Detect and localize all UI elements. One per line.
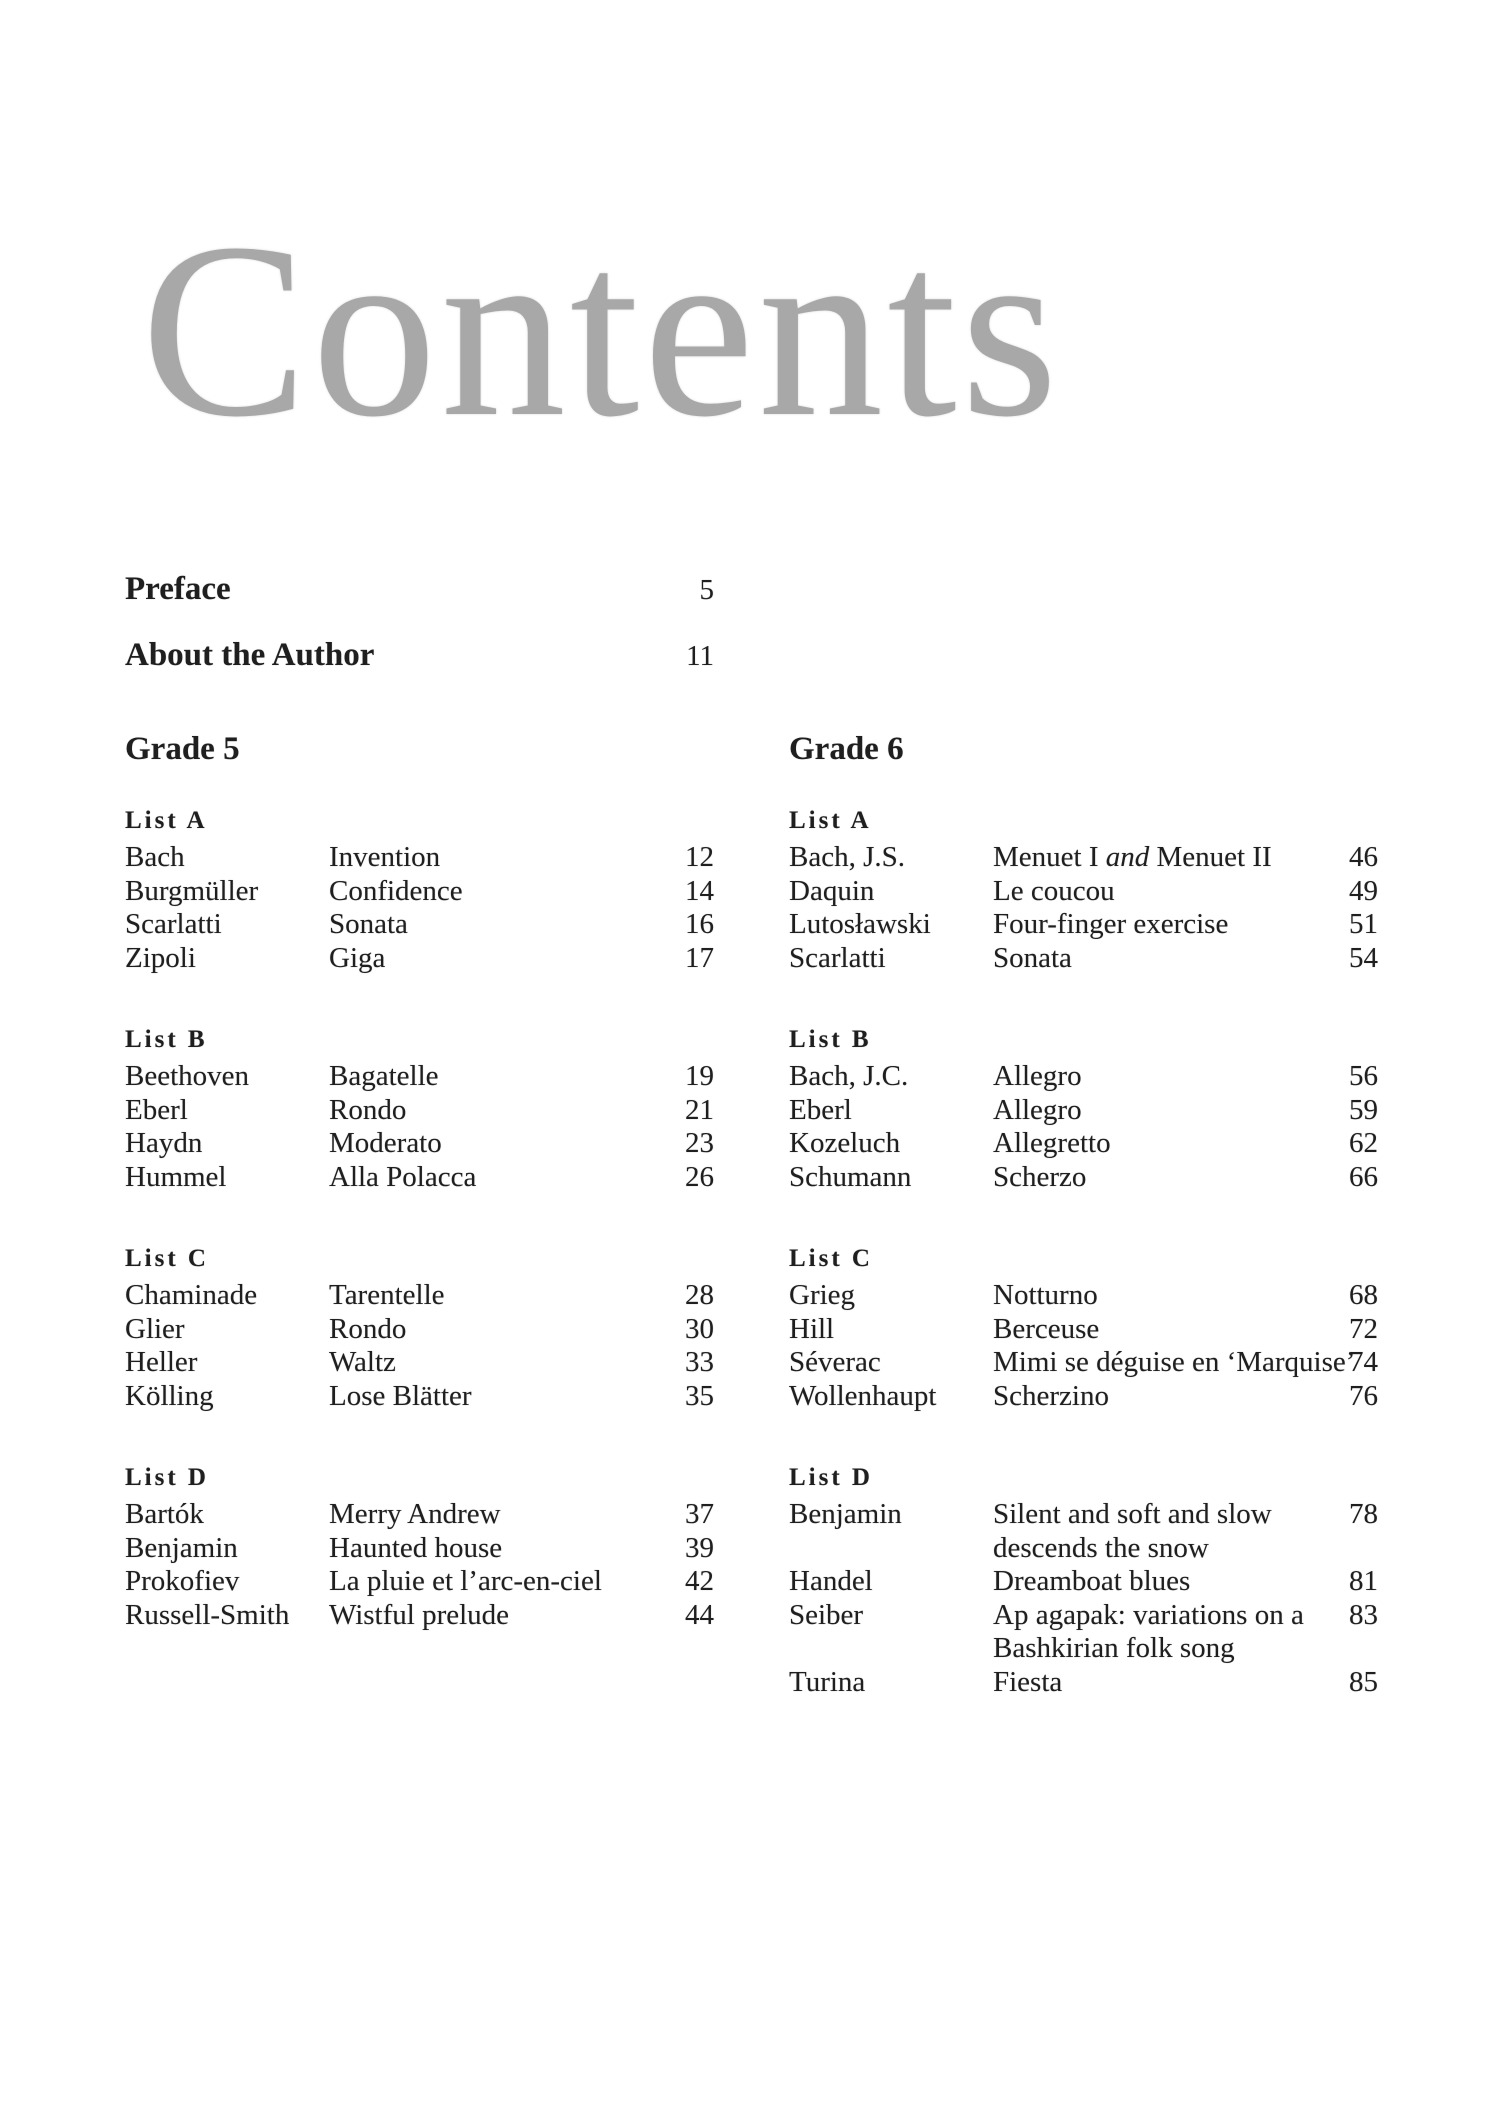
composer-name: Kölling	[125, 1379, 214, 1412]
piece-title: Haunted house	[329, 1531, 503, 1564]
piece-title: Scherzino	[993, 1379, 1109, 1412]
piece-title: Sonata	[329, 908, 408, 940]
piece-title: Allegro	[993, 1060, 1082, 1092]
piece-title: Giga	[329, 941, 386, 974]
piece-title: Rondo	[329, 1093, 407, 1126]
composer-name: Scarlatti	[789, 941, 886, 974]
page-number: 12	[685, 841, 714, 873]
repertoire-row	[789, 1279, 1378, 1313]
page-number: 35	[685, 1379, 714, 1412]
repertoire-row	[789, 841, 1378, 875]
repertoire-row	[789, 1380, 1378, 1414]
page-number: 23	[685, 1127, 714, 1159]
piece-title: Allegro	[993, 1093, 1082, 1126]
composer-name: Glier	[125, 1312, 185, 1345]
list-label: List C	[789, 1245, 873, 1272]
repertoire-row	[125, 875, 714, 909]
repertoire-row	[125, 1532, 714, 1566]
piece-title	[993, 1498, 1334, 1565]
page-number: 51	[1349, 908, 1378, 940]
composer-name: Kozeluch	[789, 1127, 901, 1159]
piece-title-italic-segment: and	[1105, 841, 1150, 873]
composer-name: Grieg	[789, 1279, 856, 1311]
page-number: 66	[1349, 1160, 1378, 1193]
page-number: 83	[1349, 1598, 1378, 1631]
repertoire-row	[125, 1346, 714, 1380]
composer-name: Bach	[125, 841, 185, 873]
page-number: 74	[1349, 1346, 1378, 1378]
repertoire-row	[789, 908, 1378, 942]
grade-columns	[125, 732, 1380, 1699]
toc-entry-page-number: 5	[699, 574, 714, 606]
page-number: 33	[685, 1346, 714, 1378]
piece-title: Scherzo	[993, 1160, 1087, 1193]
repertoire-row	[125, 1599, 714, 1633]
piece-title-segment: descends the snow	[993, 1531, 1209, 1564]
page-number: 49	[1349, 874, 1378, 907]
piece-title-segment: Silent and soft and slow	[993, 1498, 1272, 1530]
repertoire-list-section	[789, 1025, 1378, 1194]
page-number: 44	[685, 1598, 714, 1631]
repertoire-list-section	[125, 1025, 714, 1194]
composer-name: Handel	[789, 1565, 873, 1597]
page-number: 21	[685, 1093, 714, 1126]
composer-name: Prokofiev	[125, 1565, 240, 1597]
piece-title: Wistful prelude	[329, 1598, 510, 1631]
composer-name: Lutosławski	[789, 908, 931, 940]
toc-entry-page-number: 11	[686, 640, 714, 672]
repertoire-row	[789, 1666, 1378, 1700]
piece-title: Rondo	[329, 1312, 407, 1345]
repertoire-row	[789, 1565, 1378, 1599]
composer-name: Heller	[125, 1346, 198, 1378]
repertoire-row	[789, 1346, 1378, 1380]
composer-name: Chaminade	[125, 1279, 258, 1311]
list-label: List B	[125, 1026, 208, 1053]
grade-heading: Grade 6	[789, 731, 904, 767]
repertoire-list-section	[125, 1463, 714, 1632]
composer-name: Séverac	[789, 1346, 881, 1378]
repertoire-row	[125, 942, 714, 976]
piece-title: Alla Polacca	[329, 1160, 477, 1193]
piece-title: Invention	[329, 841, 441, 873]
toc-entry-label: About the Author	[125, 637, 375, 673]
repertoire-row	[125, 1498, 714, 1532]
piece-title: Berceuse	[993, 1312, 1100, 1345]
toc-entry	[125, 638, 714, 673]
repertoire-row	[789, 1599, 1378, 1666]
piece-title: Fiesta	[993, 1665, 1063, 1698]
page-number: 42	[685, 1565, 714, 1597]
piece-title: Confidence	[329, 874, 463, 907]
repertoire-row	[125, 1313, 714, 1347]
page-number: 54	[1349, 941, 1378, 974]
composer-name: Scarlatti	[125, 908, 222, 940]
page-number: 19	[685, 1060, 714, 1092]
page-number: 85	[1349, 1665, 1378, 1698]
repertoire-list-section	[125, 1244, 714, 1413]
piece-title: Mimi se déguise en ‘Marquise’	[993, 1346, 1356, 1378]
composer-name: Benjamin	[789, 1498, 902, 1530]
composer-name: Turina	[789, 1665, 866, 1698]
repertoire-row	[125, 908, 714, 942]
composer-name: Russell-Smith	[125, 1598, 290, 1631]
composer-name: Beethoven	[125, 1060, 250, 1092]
list-label: List B	[789, 1026, 872, 1053]
page-number: 76	[1349, 1379, 1378, 1412]
piece-title: Bagatelle	[329, 1060, 439, 1092]
toc-entry-label: Preface	[125, 571, 231, 607]
piece-title: Le coucou	[993, 874, 1115, 907]
repertoire-row	[125, 1127, 714, 1161]
repertoire-row	[789, 875, 1378, 909]
composer-name: Eberl	[125, 1093, 188, 1126]
page-number: 56	[1349, 1060, 1378, 1092]
page-number: 14	[685, 874, 714, 907]
list-label: List D	[125, 1464, 209, 1491]
composer-name: Haydn	[125, 1127, 203, 1159]
page-number: 46	[1349, 841, 1378, 873]
composer-name: Wollenhaupt	[789, 1379, 937, 1412]
composer-name: Bach, J.S.	[789, 841, 905, 873]
page-number: 78	[1349, 1498, 1378, 1530]
piece-title	[993, 1599, 1334, 1666]
page-number: 26	[685, 1160, 714, 1193]
piece-title: La pluie et l’arc-en-ciel	[329, 1565, 602, 1597]
repertoire-list-section	[789, 806, 1378, 975]
page-number: 28	[685, 1279, 714, 1311]
repertoire-row	[789, 1127, 1378, 1161]
repertoire-row	[789, 1498, 1378, 1565]
repertoire-row	[125, 841, 714, 875]
page-number: 16	[685, 908, 714, 940]
page-number: 59	[1349, 1093, 1378, 1126]
page-number: 30	[685, 1312, 714, 1345]
repertoire-row	[125, 1094, 714, 1128]
piece-title: Dreamboat blues	[993, 1565, 1191, 1597]
piece-title	[993, 841, 1334, 875]
list-label: List C	[125, 1245, 209, 1272]
composer-name: Hill	[789, 1312, 835, 1345]
composer-name: Bartók	[125, 1498, 204, 1530]
piece-title: Moderato	[329, 1127, 442, 1159]
piece-title: Lose Blätter	[329, 1379, 472, 1412]
repertoire-row	[125, 1060, 714, 1094]
grade-column	[125, 732, 714, 1699]
repertoire-list-section	[789, 1463, 1378, 1699]
composer-name: Daquin	[789, 874, 875, 907]
grade-column	[789, 732, 1378, 1699]
composer-name: Benjamin	[125, 1531, 238, 1564]
front-matter-list	[125, 572, 714, 673]
piece-title: Four-finger exercise	[993, 908, 1229, 940]
page-number: 17	[685, 941, 714, 974]
repertoire-row	[789, 1313, 1378, 1347]
piece-title-segment: Menuet II	[1149, 841, 1272, 873]
repertoire-row	[789, 1060, 1378, 1094]
repertoire-row	[125, 1161, 714, 1195]
composer-name: Hummel	[125, 1160, 227, 1193]
page-number: 81	[1349, 1565, 1378, 1597]
list-label: List A	[125, 807, 208, 834]
page-title: Contents	[141, 192, 1062, 469]
list-label: List D	[789, 1464, 873, 1491]
piece-title: Merry Andrew	[329, 1498, 501, 1530]
repertoire-list-section	[789, 1244, 1378, 1413]
page-number: 39	[685, 1531, 714, 1564]
composer-name: Zipoli	[125, 941, 196, 974]
piece-title-segment: Menuet I	[993, 841, 1106, 873]
composer-name: Bach, J.C.	[789, 1060, 909, 1092]
composer-name: Schumann	[789, 1160, 912, 1193]
toc-entry	[125, 572, 714, 607]
repertoire-row	[125, 1565, 714, 1599]
grade-heading: Grade 5	[125, 731, 240, 767]
repertoire-list-section	[125, 806, 714, 975]
piece-title: Allegretto	[993, 1127, 1111, 1159]
repertoire-row	[125, 1380, 714, 1414]
page-number: 62	[1349, 1127, 1378, 1159]
page-number: 72	[1349, 1312, 1378, 1345]
repertoire-row	[125, 1279, 714, 1313]
piece-title: Notturno	[993, 1279, 1098, 1311]
list-label: List A	[789, 807, 872, 834]
page-number: 37	[685, 1498, 714, 1530]
composer-name: Eberl	[789, 1093, 852, 1126]
piece-title: Tarentelle	[329, 1279, 445, 1311]
repertoire-row	[789, 1094, 1378, 1128]
piece-title-segment: Bashkirian folk song	[993, 1632, 1235, 1664]
repertoire-row	[789, 1161, 1378, 1195]
piece-title: Waltz	[329, 1346, 396, 1378]
repertoire-row	[789, 942, 1378, 976]
piece-title-segment: Ap agapak: variations on a	[993, 1598, 1304, 1631]
composer-name: Seiber	[789, 1598, 864, 1631]
page-number: 68	[1349, 1279, 1378, 1311]
composer-name: Burgmüller	[125, 874, 259, 907]
piece-title: Sonata	[993, 941, 1072, 974]
